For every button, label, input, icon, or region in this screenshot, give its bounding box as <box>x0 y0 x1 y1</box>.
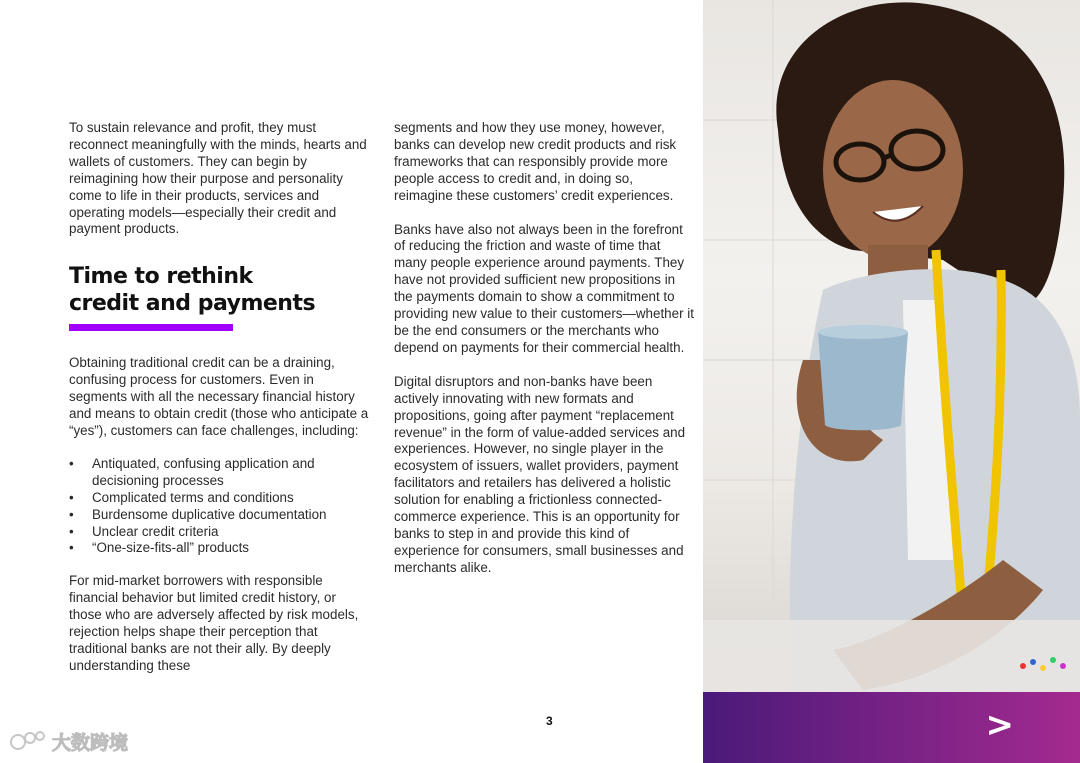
section-heading <box>69 263 369 317</box>
woman-with-mug-illustration <box>703 0 1080 692</box>
heading-line-1: Time to rethink <box>69 264 253 290</box>
list-item: • “One-size-fits-all” products <box>69 540 369 557</box>
list-item: • Antiquated, confusing application and decisioning processes <box>69 456 369 490</box>
disruptors-paragraph: Digital disruptors and non-banks have been actively innovating with new formats and propositions, going after payment “replacement revenue” in the form of value-added services and experiences. However, no single player in the ecosystem of issuers, wallet providers, payment facilitators and retailers has delivered a holistic solution for enabling a frictionless connected-commerce experience. This is an opportunity for banks to step in and provide this kind of experience for consumers, small businesses and merchants alike. <box>394 373 686 575</box>
challenges-list <box>69 456 369 557</box>
credit-challenges-paragraph: Obtaining traditional credit can be a draining, confusing process for customers. Even in segments with all the necessary financial history and means to obtain credit (those who anticipate a “yes”), customers can face challenges, including: <box>69 355 369 438</box>
left-column <box>69 120 369 675</box>
payments-friction-paragraph: Banks have also not always been in the forefront of reducing the friction and waste of time that many people experience around payments. They have not provided sufficient new propositions in the payments domain to show a commitment to providing new value to their customers—whether it be the end consumers or the merchants who depend on payments for their commercial health. <box>394 221 694 355</box>
list-item: • Complicated terms and conditions <box>69 490 369 507</box>
mid-market-paragraph: For mid-market borrowers with responsible financial behavior but limited credit history, or those who are adversely affected by risk models, rejection helps shape their perception that traditional banks are not their ally. By deeply understanding these <box>69 573 359 673</box>
watermark <box>8 727 128 755</box>
heading-accent-bar <box>69 324 233 331</box>
page-number: 3 <box>546 714 553 728</box>
heading-line-2: credit and payments <box>69 291 316 317</box>
right-column <box>394 120 694 577</box>
segments-paragraph: segments and how they use money, however, banks can develop new credit products and risk frameworks that can responsibly provide more people access to credit and, in doing so, reimagine these customers’ credit experiences. <box>394 120 677 203</box>
watermark-logo-icon <box>8 728 48 754</box>
intro-paragraph: To sustain relevance and profit, they must reconnect meaningfully with the minds, hearts and wallets of customers. They can begin by reimagining how their purpose and personality come to life in their products, services and operating models—especially their credit and payment products. <box>69 120 367 237</box>
hero-photo <box>703 0 1080 692</box>
next-arrow-icon[interactable]: > <box>985 705 1014 745</box>
footer-band <box>703 692 1080 763</box>
list-item: • Burdensome duplicative documentation <box>69 507 369 524</box>
watermark-text: 大数跨境 <box>52 731 129 754</box>
list-item: • Unclear credit criteria <box>69 524 369 541</box>
